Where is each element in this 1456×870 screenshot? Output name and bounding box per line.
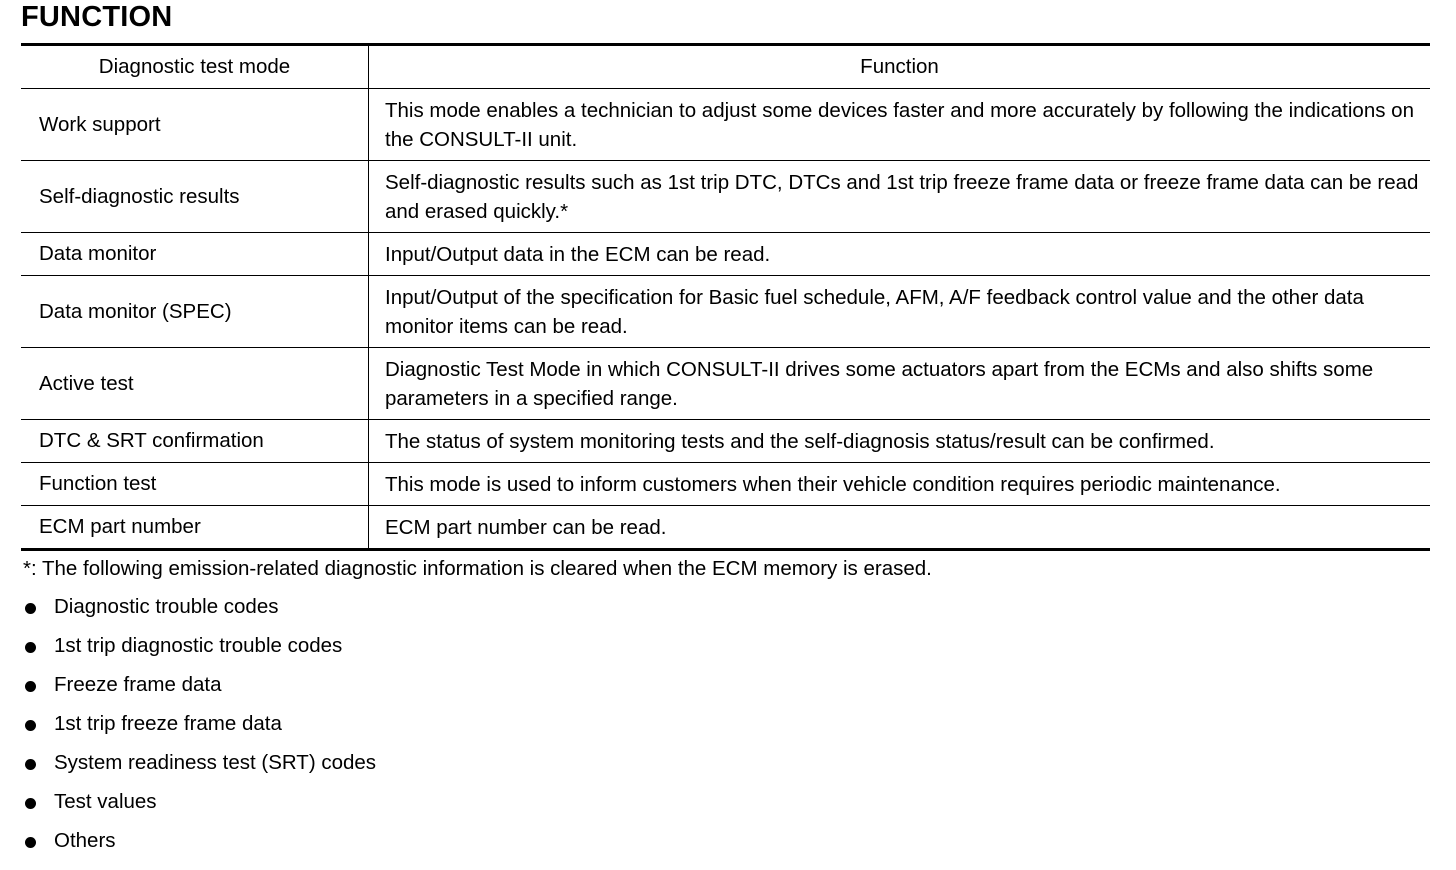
list-item [23, 828, 376, 867]
table-row [21, 420, 1430, 463]
mode-cell: Function test [21, 463, 369, 506]
mode-cell: Data monitor [21, 233, 369, 276]
mode-cell: Work support [21, 89, 369, 161]
table-row [21, 348, 1430, 420]
list-item-label: System readiness test (SRT) codes [54, 751, 377, 774]
list-item-label: 1st trip freeze frame data [54, 712, 282, 735]
mode-cell: DTC & SRT confirmation [21, 420, 369, 463]
bullet-icon [25, 759, 36, 770]
function-cell: Diagnostic Test Mode in which CONSULT-II drives some actuators apart from the ECMs and also shifts some parameters in a specified range. [369, 348, 1431, 420]
mode-cell: Data monitor (SPEC) [21, 276, 369, 348]
bullet-icon [25, 681, 36, 692]
list-item-label: Test values [54, 790, 157, 813]
table-row [21, 506, 1430, 550]
bullet-icon [25, 642, 36, 653]
table-header-row [21, 45, 1430, 89]
list-item [23, 594, 376, 633]
list-item [23, 672, 376, 711]
table-row [21, 89, 1430, 161]
function-cell: Self-diagnostic results such as 1st trip DTC, DTCs and 1st trip freeze frame data or freeze frame data can be read and erased quickly.* [369, 161, 1431, 233]
list-item-label: Freeze frame data [54, 673, 222, 696]
mode-cell: Active test [21, 348, 369, 420]
table-row [21, 161, 1430, 233]
footnote: *: The following emission-related diagnostic information is cleared when the ECM memory is erased. [23, 557, 932, 580]
bullet-icon [25, 720, 36, 731]
mode-cell: Self-diagnostic results [21, 161, 369, 233]
list-item [23, 750, 376, 789]
erased-info-list [23, 594, 376, 867]
bullet-icon [25, 798, 36, 809]
table-row [21, 233, 1430, 276]
mode-cell: ECM part number [21, 506, 369, 550]
function-cell: This mode enables a technician to adjust some devices faster and more accurately by following the indications on the CONSULT-II unit. [369, 89, 1431, 161]
list-item [23, 633, 376, 672]
table-row [21, 276, 1430, 348]
list-item-label: Others [54, 829, 116, 852]
function-cell: Input/Output of the specification for Basic fuel schedule, AFM, A/F feedback control value and the other data monitor items can be read. [369, 276, 1431, 348]
function-cell: ECM part number can be read. [369, 506, 1431, 550]
list-item [23, 789, 376, 828]
page-title: FUNCTION [21, 1, 173, 33]
column-header-mode: Diagnostic test mode [21, 45, 369, 89]
column-header-function: Function [860, 55, 939, 78]
bullet-icon [25, 837, 36, 848]
list-item-label: Diagnostic trouble codes [54, 595, 279, 618]
function-table [21, 43, 1430, 551]
list-item [23, 711, 376, 750]
function-cell: The status of system monitoring tests and the self-diagnosis status/result can be confirmed. [369, 420, 1431, 463]
function-cell: This mode is used to inform customers when their vehicle condition requires periodic maintenance. [369, 463, 1431, 506]
list-item-label: 1st trip diagnostic trouble codes [54, 634, 343, 657]
table-row [21, 463, 1430, 506]
bullet-icon [25, 603, 36, 614]
function-cell: Input/Output data in the ECM can be read. [369, 233, 1431, 276]
